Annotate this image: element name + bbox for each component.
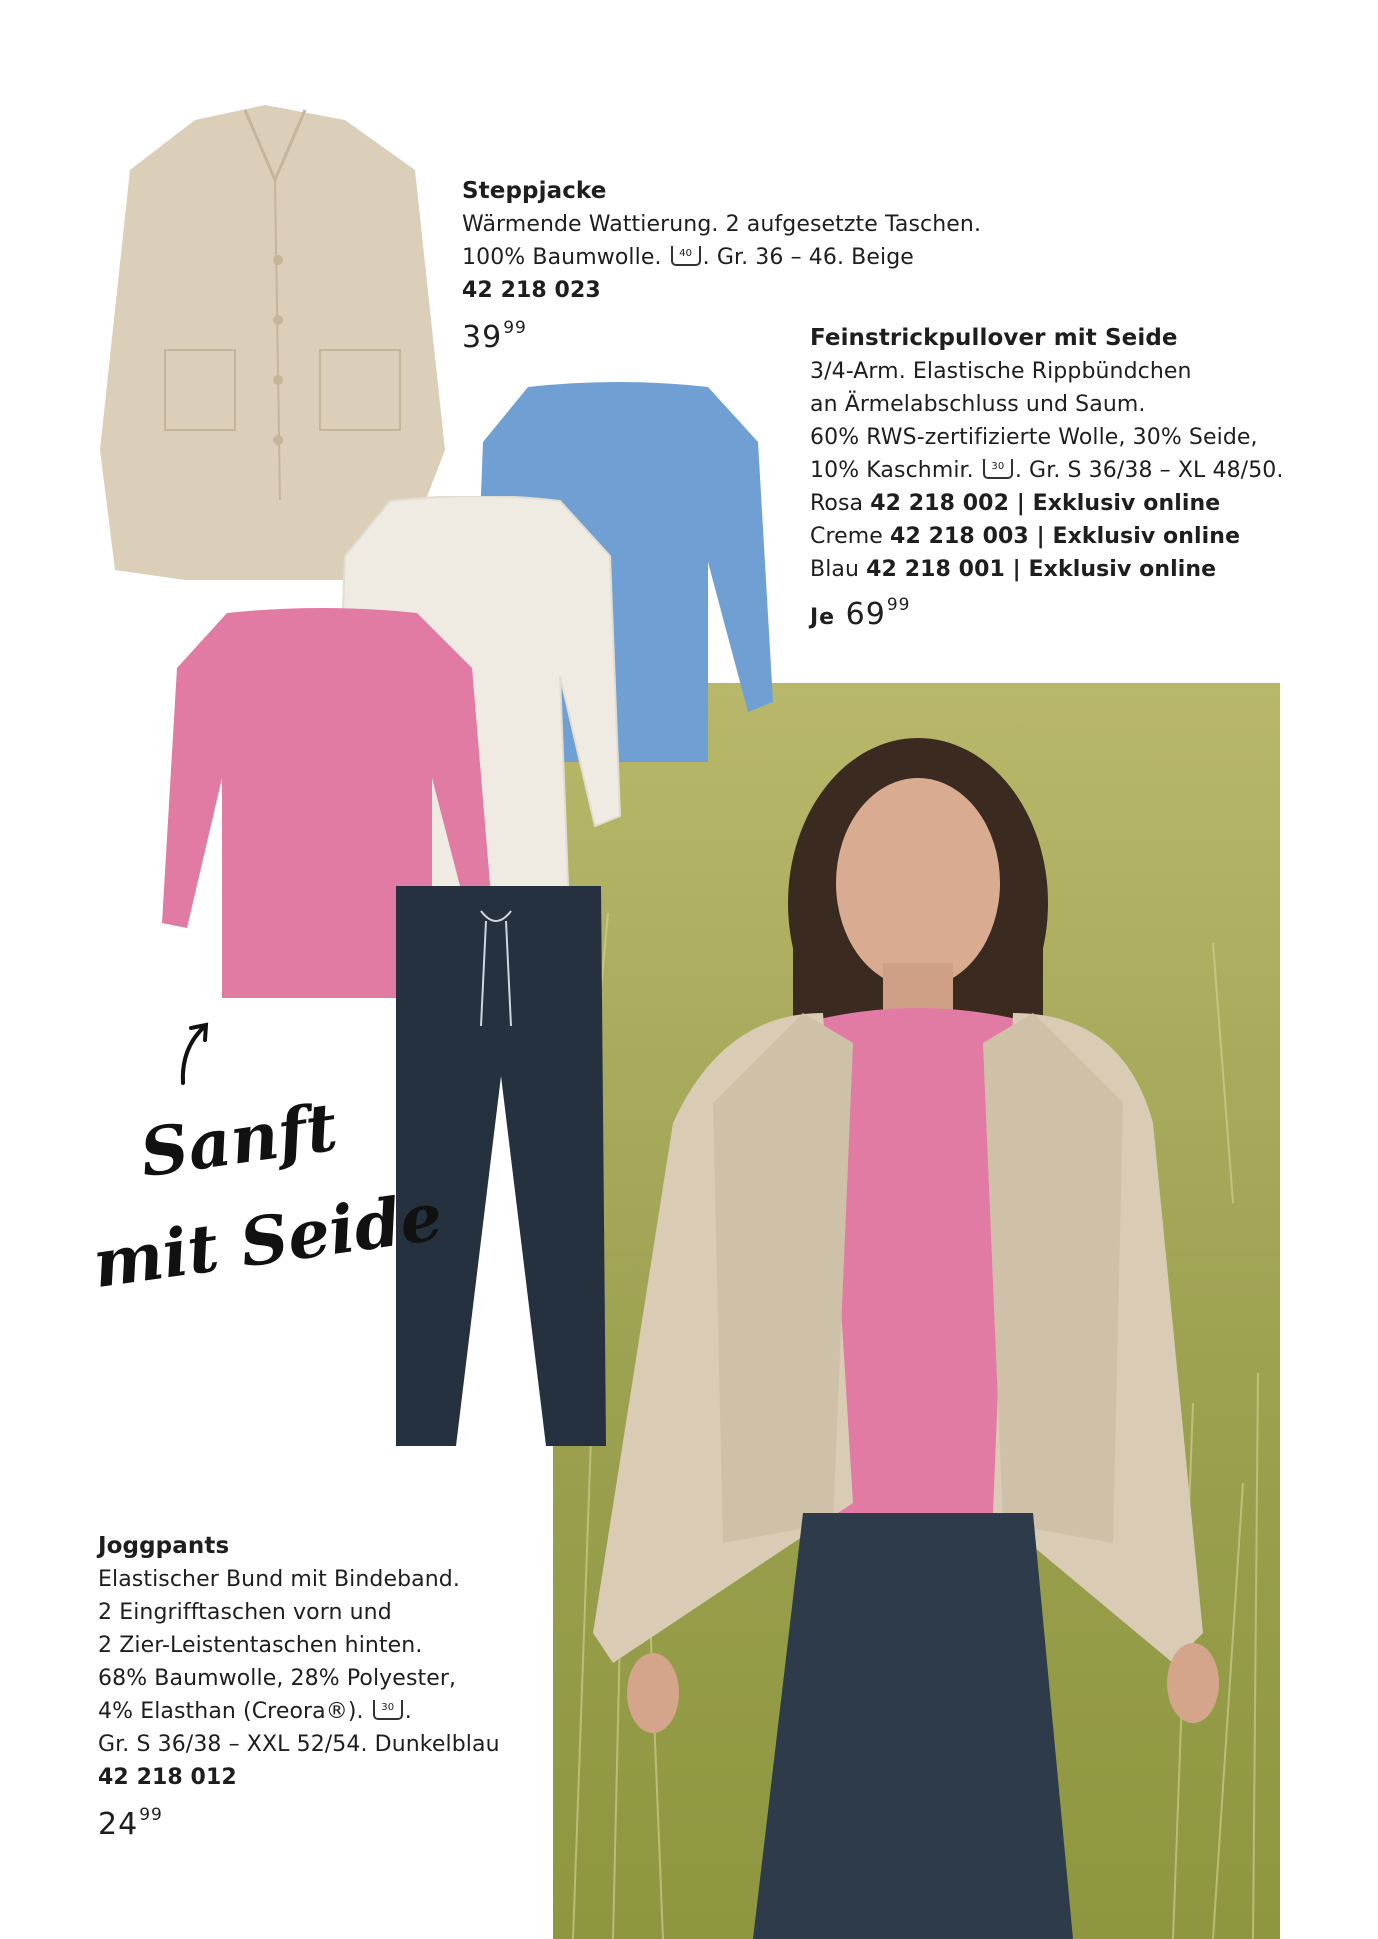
joggpants-article: 42 218 012 xyxy=(98,1765,237,1790)
pullover-price-main: 69 xyxy=(845,597,886,632)
pullover-info xyxy=(810,322,1330,634)
joggpants-price xyxy=(98,1802,558,1841)
slogan-line1: Sanft xyxy=(135,1087,342,1193)
joggpants-line3: 2 Zier-Leistentaschen hinten. xyxy=(98,1633,423,1658)
joggpants-info xyxy=(98,1530,558,1841)
steppjacke-price-main: 39 xyxy=(462,320,503,355)
pullover-variant xyxy=(810,487,1330,520)
pullover-variant xyxy=(810,553,1330,586)
joggpants-title: Joggpants xyxy=(98,1533,230,1559)
variant-article: 42 218 001 | Exklusiv online xyxy=(866,557,1217,582)
pullover-material: 10% Kaschmir. xyxy=(810,458,974,483)
joggpants-price-main: 24 xyxy=(98,1807,139,1842)
pullover-line3: 60% RWS-zertifizierte Wolle, 30% Seide, xyxy=(810,425,1258,450)
joggpants-price-cents: 99 xyxy=(139,1805,163,1825)
variant-article: 42 218 003 | Exklusiv online xyxy=(890,524,1241,549)
variant-color: Rosa xyxy=(810,491,864,516)
pullover-variant xyxy=(810,520,1330,553)
joggpants-line6: Gr. S 36/38 – XXL 52/54. Dunkelblau xyxy=(98,1732,500,1757)
steppjacke-line2 xyxy=(462,241,1022,274)
steppjacke-title: Steppjacke xyxy=(462,178,607,204)
price-prefix: Je xyxy=(810,605,836,630)
wash-40-icon: 40 xyxy=(671,246,701,266)
slogan-line2: mit Seide xyxy=(88,1176,447,1304)
joggpants-line4: 68% Baumwolle, 28% Polyester, xyxy=(98,1666,457,1691)
steppjacke-sizes: . Gr. 36 – 46. Beige xyxy=(702,245,914,270)
pullover-title: Feinstrickpullover mit Seide xyxy=(810,325,1178,351)
wash-30-icon: 30 xyxy=(983,459,1013,479)
pullover-line1: 3/4-Arm. Elastische Rippbündchen xyxy=(810,359,1192,384)
variant-article: 42 218 002 | Exklusiv online xyxy=(870,491,1221,516)
model-illustration xyxy=(553,683,1280,1939)
pullover-price-cents: 99 xyxy=(886,595,911,615)
joggpants-line5-end: . xyxy=(404,1699,412,1724)
arrow-up-icon xyxy=(175,1018,215,1088)
steppjacke-price-cents: 99 xyxy=(503,318,527,338)
pullover-sizes: . Gr. S 36/38 – XL 48/50. xyxy=(1014,458,1284,483)
joggpants-line5 xyxy=(98,1695,558,1728)
joggpants-line1: Elastischer Bund mit Bindeband. xyxy=(98,1567,460,1592)
pullover-line4 xyxy=(810,454,1330,487)
steppjacke-line1: Wärmende Wattierung. 2 aufgesetzte Taschen. xyxy=(462,212,982,237)
steppjacke-material: 100% Baumwolle. xyxy=(462,245,662,270)
joggpants-material: 4% Elasthan (Creora®). xyxy=(98,1699,364,1724)
steppjacke-article: 42 218 023 xyxy=(462,278,601,303)
pullover-price xyxy=(810,592,1330,634)
pullover-line2: an Ärmelabschluss und Saum. xyxy=(810,392,1146,417)
variant-color: Creme xyxy=(810,524,883,549)
variant-color: Blau xyxy=(810,557,860,582)
wash-30-icon: 30 xyxy=(373,1700,403,1720)
model-photo xyxy=(553,683,1280,1939)
joggpants-line2: 2 Eingrifftaschen vorn und xyxy=(98,1600,392,1625)
